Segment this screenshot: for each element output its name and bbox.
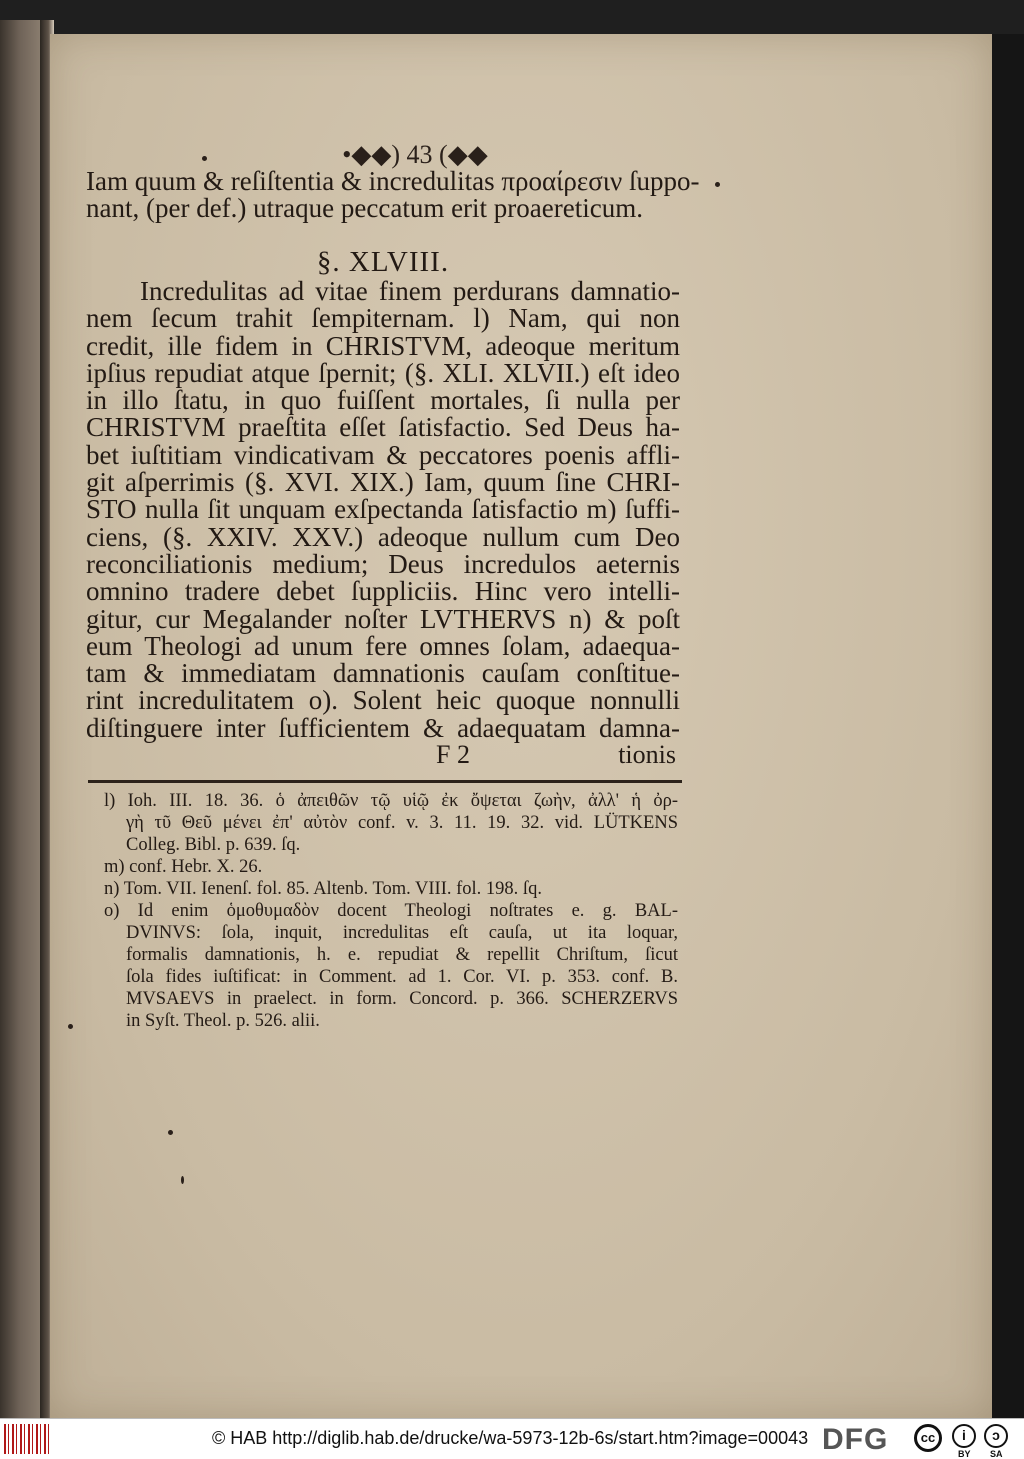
footnote-line: l) Ioh. III. 18. 36. ὁ ἀπειθῶν τῷ υἱῷ ἐκ ὄψεται ζωὴν, ἀλλ' ἡ ὀρ- <box>104 791 678 811</box>
section-heading: §. XLVIII. <box>316 246 450 278</box>
text-line: Iam quum & reſiſtentia & incredulitas προαίρεσιν ſuppo- <box>86 166 700 196</box>
footnote-line: MVSAEVS in praelect. in form. Concord. p. 366. SCHERZERVS <box>126 989 678 1009</box>
text-line: bet iuſtitiam vindicativam & peccatores poenis affli- <box>86 439 680 470</box>
catchword: tionis <box>618 740 676 769</box>
footnotes <box>104 790 678 1032</box>
top-paragraph <box>86 166 700 224</box>
text-line: eum Theologi ad unum fere omnes ſolam, adaequa- <box>86 630 680 661</box>
ink-speck <box>168 1130 173 1135</box>
text-line: diſtinguere inter ſufficientem & adaequatam damna- <box>86 712 680 743</box>
by-label: BY <box>958 1449 971 1459</box>
text-line: STO nulla ſit unquam exſpectanda ſatisfactio m) ſuffi- <box>86 494 680 525</box>
footnote-line: formalis damnationis, h. e. repudiat & repellit Chriſtum, ſicut <box>126 945 678 965</box>
text-line: nem ſecum trahit ſempiternam. l) Nam, qui non <box>86 303 680 334</box>
page-header: •◆◆) 43 (◆◆ <box>342 140 488 169</box>
text-line: credit, ille fidem in CHRISTVM, adeoque meritum <box>86 330 680 361</box>
footnote-line: m) conf. Hebr. X. 26. <box>104 857 263 877</box>
signature-mark: F 2 <box>436 740 470 769</box>
cc-license-icon[interactable]: cc <box>914 1424 942 1452</box>
ink-speck <box>202 156 207 161</box>
footnote-rule <box>88 780 682 783</box>
sa-label: SA <box>990 1449 1003 1459</box>
footer-bar <box>0 1418 1024 1459</box>
ink-speck <box>715 182 720 187</box>
ink-speck <box>181 1176 184 1184</box>
footnote-line: in Syſt. Theol. p. 526. alii. <box>126 1011 320 1031</box>
footnote-line: n) Tom. VII. Ienenſ. fol. 85. Altenb. Tom. VIII. fol. 198. ſq. <box>104 879 542 899</box>
text-line: git aſperrimis (§. XVI. XIX.) Iam, quum ſine CHRI- <box>86 467 680 498</box>
footnote-line: o) Id enim ὁμοθυμαδὸν docent Theologi noſtrates e. g. BAL- <box>104 901 678 921</box>
footnote-line: γὴ τῦ Θεῦ μένει ἐπ' αὐτὸν conf. v. 3. 11. 19. 32. vid. LÜTKENS <box>126 813 678 833</box>
text-line: in illo ſtatu, in quo fuiſſent mortales, ſi nulla per <box>86 385 680 416</box>
text-line: reconciliationis medium; Deus incredulos aeternis <box>86 548 680 579</box>
cc-sa-icon[interactable]: ↄ <box>984 1424 1008 1448</box>
cc-by-icon[interactable]: i <box>952 1424 976 1448</box>
text-line: ciens, (§. XXIV. XXV.) adeoque nullum cum Deo <box>86 521 680 552</box>
text-line: omnino tradere debet ſuppliciis. Hinc vero intelli- <box>86 576 680 607</box>
footnote-line: ſola fides iuſtificat: in Comment. ad 1. Cor. VI. p. 353. conf. B. <box>126 967 678 987</box>
ink-speck <box>68 1024 73 1029</box>
dfg-logo[interactable]: DFG <box>822 1423 889 1456</box>
text-line: gitur, cur Megalander noſter LVTHERVS n) & poſt <box>86 603 680 634</box>
footnote-line: DVINVS: ſola, inquit, incredulitas eſt cauſa, ut ita loquar, <box>126 923 678 943</box>
main-paragraph <box>86 278 680 742</box>
text-line: nant, (per def.) utraque peccatum erit proaereticum. <box>86 193 643 224</box>
text-line: Incredulitas ad vitae finem perdurans damnatio- <box>140 276 680 306</box>
text-line: rint incredulitatem o). Solent heic quoque nonnulli <box>86 685 680 716</box>
permalink[interactable]: © HAB http://diglib.hab.de/drucke/wa-5973-12b-6s/start.htm?image=00043 <box>212 1428 809 1448</box>
library-barcode-icon <box>4 1424 50 1454</box>
footnote-line: Colleg. Bibl. p. 639. ſq. <box>126 835 301 855</box>
text-line: CHRISTVM praeſtita eſſet ſatisfactio. Sed Deus ha- <box>86 412 680 443</box>
page-right-edge <box>992 34 1024 1418</box>
text-line: tam & immediatam damnationis cauſam conſtitue- <box>86 658 680 689</box>
text-line: ipſius repudiat atque ſpernit; (§. XLI. XLVII.) eſt ideo <box>86 357 680 388</box>
